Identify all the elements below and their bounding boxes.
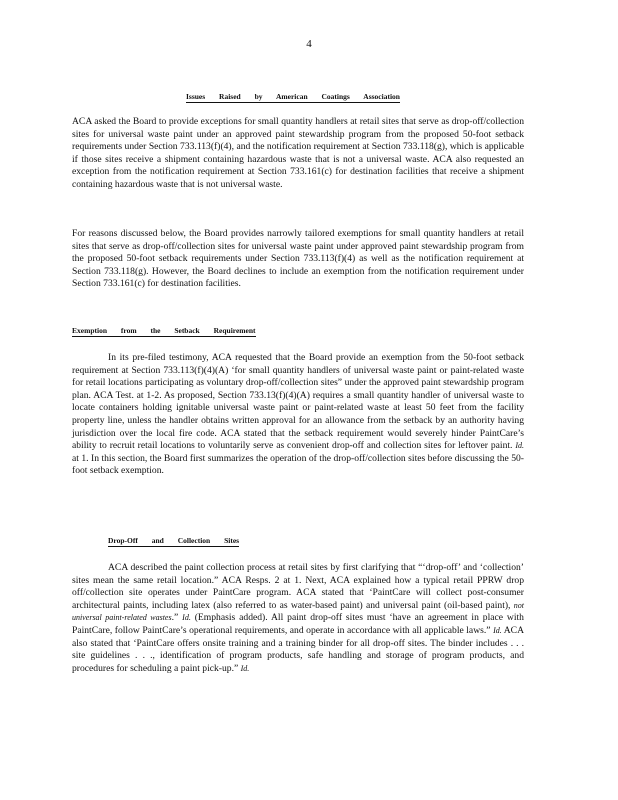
intro-paragraph-2: For reasons discussed below, the Board provides narrowly tailored exemptions for small quantity handlers at retail sites that serve as drop-off/collection sites for universal waste paint under approved paint stewardship program from the proposed 50-foot setback requirements under Section 733.113(f)(4) as well as the notification requirement at Section 733.118(g). However, the Board declines to include an exemption from the notification requirement under Section 733.161(c) for destination facilities.: [72, 228, 524, 290]
dropoff-citation-3: Id.: [240, 663, 250, 673]
dropoff-text-1: ACA described the paint collection process at retail sites by first clarifying that “‘drop-off’ and ‘collection’ sites mean the same retail location.” ACA Resps. 2 at 1. Next, ACA explained how a typical retail PPRW drop off/collection site operates under PaintCare program. ACA stated that ‘PaintCare will collect post-consumer architectural paints, including latex (also referred to as water-based paint) and universal paint (oil-based paint),: [72, 562, 524, 611]
subheading-setback-exemption: Exemption from the Setback Requirement: [72, 326, 256, 335]
dropoff-text-3: (Emphasis added). All paint drop-off sites must ‘have an agreement in place with PaintCare, follow PaintCare’s operational requirements, and operate in accordance with all applicable laws.”: [72, 612, 524, 636]
section-heading: Issues Raised by American Coatings Association: [186, 92, 400, 101]
setback-citation: Id.: [515, 441, 524, 451]
setback-text-2: at 1. In this section, the Board first summarizes the operation of the drop-off/collection sites before discussing the 50-foot setback exemption.: [72, 452, 524, 477]
dropoff-emphasis: not universal paint-related wastes: [72, 600, 524, 623]
dropoff-citation-1: Id.: [182, 613, 191, 623]
page-number: 4: [306, 38, 312, 50]
setback-paragraph: [72, 352, 524, 478]
dropoff-citation-2: Id.: [493, 625, 502, 635]
dropoff-text-4: ACA also stated that ‘PaintCare offers onsite training and a training binder for all drop-off sites. The binder includes . . . site guidelines . . ., identification of program products, safe handling and storage of program products, and procedures for scheduling a paint pick-up.”: [72, 624, 525, 674]
subheading-drop-off-sites: Drop-Off and Collection Sites: [108, 536, 240, 545]
dropoff-paragraph: [72, 562, 524, 675]
setback-text-1: In its pre-filed testimony, ACA requested that the Board provide an exemption from the 50-foot setback requirement at Section 733.113(f)(4)(A) ‘for small quantity handlers of universal waste paint or paint-related waste for retail locations participating as voluntary drop-off/collection sites” under the approved paint stewardship program plan. ACA Test. at 1-2. As proposed, Section 733.13(f)(4)(A) requires a small quantity handler of universal waste to locate containers holding ignitable universal waste paint or paint-related waste at least 50 feet from the facility property line, unless the handler obtains written approval for an allowance from the setback by an authority having jurisdiction over the local fire code. ACA stated that the setback requirement would severely hinder PaintCare’s ability to recruit retail locations to voluntarily serve as convenient drop-off and collection sites for leftover paint.: [72, 352, 524, 452]
intro-paragraph-1: ACA asked the Board to provide exceptions for small quantity handlers at retail sites that serve as drop-off/collection sites for universal waste paint under an approved paint stewardship program from the proposed 50-foot setback requirements under Section 733.113(f)(4), and the notification requirement at Section 733.118(g), which is applicable if those sites receive a shipment containing hazardous waste that is not a universal waste. ACA also requested an exception from the notification requirement at Section 733.161(c) for destination facilities that receive a shipment containing hazardous waste that is not universal waste.: [72, 116, 524, 190]
dropoff-text-2: .”: [171, 612, 179, 624]
